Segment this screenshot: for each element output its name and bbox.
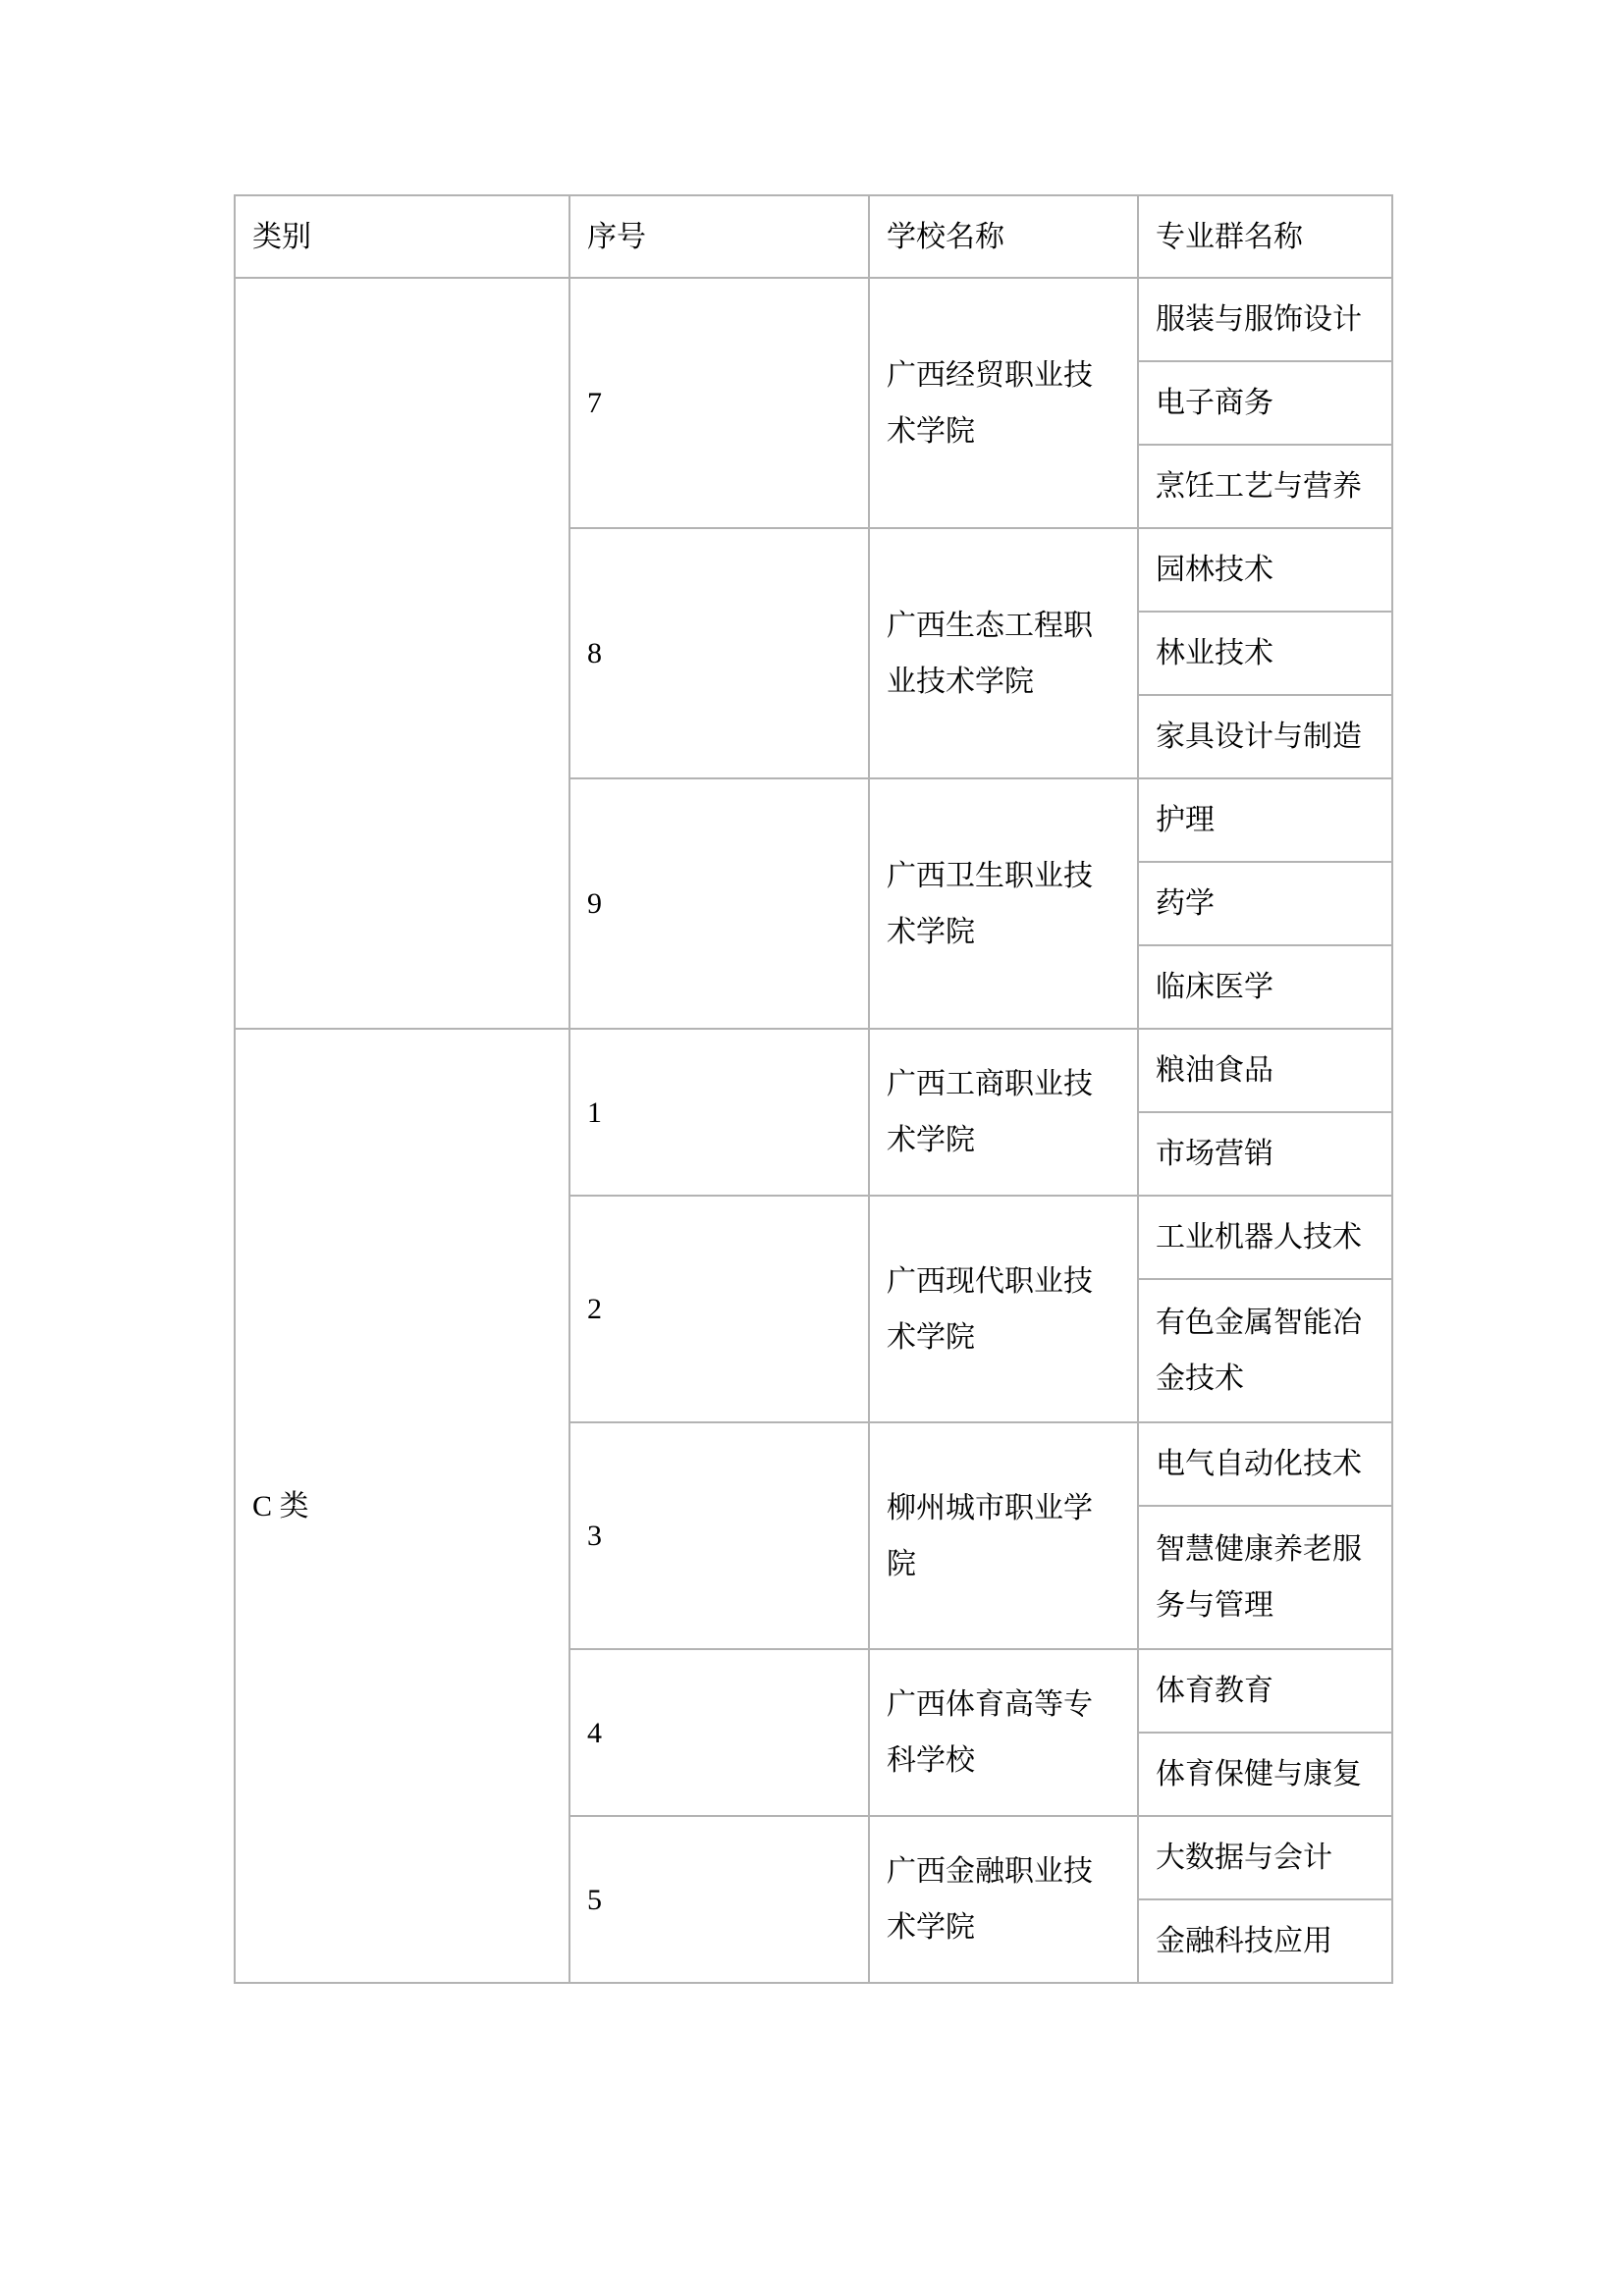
cell-school: 广西生态工程职业技术学院: [869, 528, 1138, 778]
cell-major: 药学: [1138, 862, 1392, 945]
table-header-row: [235, 195, 1392, 278]
category-school-major-table: [234, 194, 1393, 1984]
table-row: [235, 1029, 1392, 1112]
cell-major: 市场营销: [1138, 1112, 1392, 1196]
cell-major: 电子商务: [1138, 361, 1392, 445]
cell-no: 9: [569, 778, 869, 1029]
cell-major: 粮油食品: [1138, 1029, 1392, 1112]
cell-major: 家具设计与制造: [1138, 695, 1392, 778]
cell-no: 7: [569, 278, 869, 528]
cell-no: 5: [569, 1816, 869, 1983]
cell-major: 大数据与会计: [1138, 1816, 1392, 1899]
cell-school: 广西经贸职业技术学院: [869, 278, 1138, 528]
cell-school: 广西卫生职业技术学院: [869, 778, 1138, 1029]
cell-no: 2: [569, 1196, 869, 1422]
cell-major: 服装与服饰设计: [1138, 278, 1392, 361]
cell-major: 临床医学: [1138, 945, 1392, 1029]
cell-no: 3: [569, 1422, 869, 1649]
cell-no: 8: [569, 528, 869, 778]
header-cell-school: 学校名称: [869, 195, 1138, 278]
cell-major: 金融科技应用: [1138, 1899, 1392, 1983]
cell-major: 工业机器人技术: [1138, 1196, 1392, 1279]
cell-school: 广西金融职业技术学院: [869, 1816, 1138, 1983]
header-cell-major-group: 专业群名称: [1138, 195, 1392, 278]
cell-major: 园林技术: [1138, 528, 1392, 612]
cell-school: 广西体育高等专科学校: [869, 1649, 1138, 1816]
cell-major: 烹饪工艺与营养: [1138, 445, 1392, 528]
cell-major: 体育教育: [1138, 1649, 1392, 1733]
cell-category-section1: [235, 278, 569, 1029]
cell-school: 广西工商职业技术学院: [869, 1029, 1138, 1196]
table-row: [235, 278, 1392, 361]
cell-major: 电气自动化技术: [1138, 1422, 1392, 1506]
cell-school: 广西现代职业技术学院: [869, 1196, 1138, 1422]
cell-major: 护理: [1138, 778, 1392, 862]
header-cell-no: 序号: [569, 195, 869, 278]
cell-no: 4: [569, 1649, 869, 1816]
cell-no: 1: [569, 1029, 869, 1196]
cell-category-section-c: C 类: [235, 1029, 569, 1983]
cell-major: 林业技术: [1138, 612, 1392, 695]
header-cell-category: 类别: [235, 195, 569, 278]
cell-major: 体育保健与康复: [1138, 1733, 1392, 1816]
cell-major: 有色金属智能冶金技术: [1138, 1279, 1392, 1422]
cell-school: 柳州城市职业学院: [869, 1422, 1138, 1649]
cell-major: 智慧健康养老服务与管理: [1138, 1506, 1392, 1649]
